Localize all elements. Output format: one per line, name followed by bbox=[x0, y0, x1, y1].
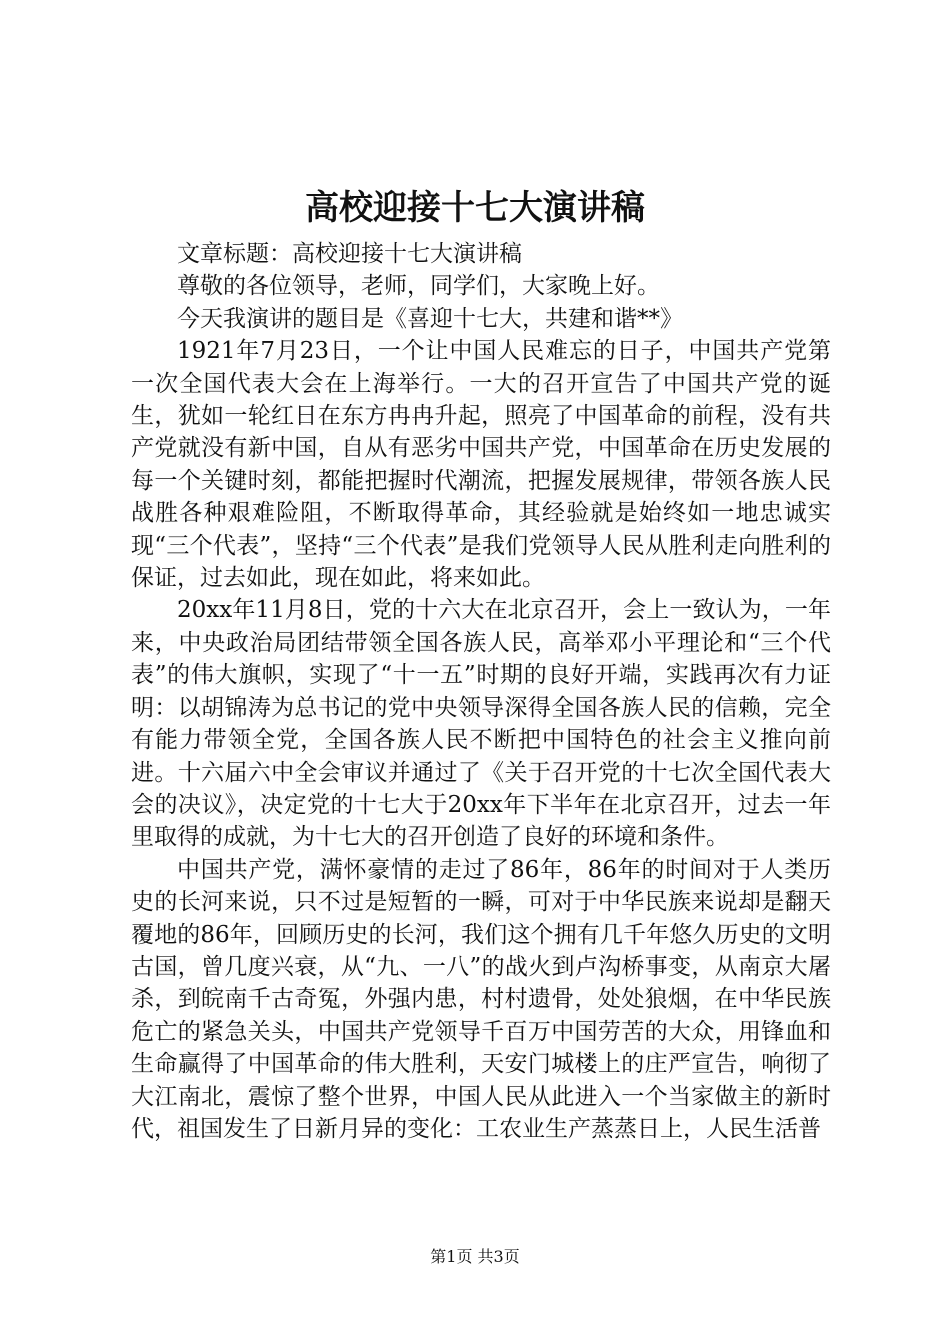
page-title: 高校迎接十七大演讲稿 bbox=[305, 188, 645, 228]
paragraph-topic: 今天我演讲的题目是《喜迎十七大，共建和谐**》 bbox=[177, 305, 683, 332]
paragraph-article-title: 文章标题：高校迎接十七大演讲稿 bbox=[177, 241, 522, 267]
paragraph-1921: 1921年7月23日，一个让中国人民难忘的日子，中国共产党第一次全国代表大会在上海举行。一大的召开宣告了中国共产党的诞生，犹如一轮红日在东方冉冉升起，照亮了中国革命的前程，没有共产党就没有新中国，自从有恶劣中国共产党，中国革命在历史发展的每一个关键时刻，都能把握时代潮流，把握发展规律，带领各族人民战胜各种艰难险阻，不断取得革命，其经验就是始终如一地忠诚实现“三个代表”，坚持“三个代表”是我们党领导人民从胜利走向胜利的保证，过去如此，现在如此，将来如此。 bbox=[131, 338, 831, 592]
paragraph-greeting: 尊敬的各位领导，老师，同学们，大家晚上好。 bbox=[177, 273, 660, 300]
page-footer: 第1页 共3页 bbox=[430, 1247, 520, 1266]
document-body bbox=[131, 238, 831, 1145]
paragraph-20xx: 20xx年11月8日，党的十六大在北京召开，会上一致认为，一年来，中央政治局团结带领全国各族人民，高举邓小平理论和“三个代表”的伟大旗帜，实现了“十一五”时期的良好开端，实践再次有力证明：以胡锦涛为总书记的党中央领导深得全国各族人民的信赖，完全有能力带领全党，全国各族人民不断把中国特色的社会主义推向前进。十六届六中全会审议并通过了《关于召开党的十七次全国代表大会的决议》，决定党的十七大于20xx年下半年在北京召开，过去一年里取得的成就，为十七大的召开创造了良好的环境和条件。 bbox=[131, 597, 831, 851]
paragraph-86-years: 中国共产党，满怀豪情的走过了86年，86年的时间对于人类历史的长河来说，只不过是短暂的一瞬，可对于中华民族来说却是翻天覆地的86年，回顾历史的长河，我们这个拥有几千年悠久历史的文明古国，曾几度兴衰，从“九、一八”的战火到卢沟桥事变，从南京大屠杀，到皖南千古奇冤，外强内患，村村遗骨，处处狼烟，在中华民族危亡的紧急关头，中国共产党领导千百万中国劳苦的大众，用锋血和生命赢得了中国革命的伟大胜利，天安门城楼上的庄严宣告，响彻了大江南北，震惊了整个世界，中国人民从此进入一个当家做主的新时代，祖国发生了日新月异的变化：工农业生产蒸蒸日上，人民生活普 bbox=[131, 856, 831, 1142]
